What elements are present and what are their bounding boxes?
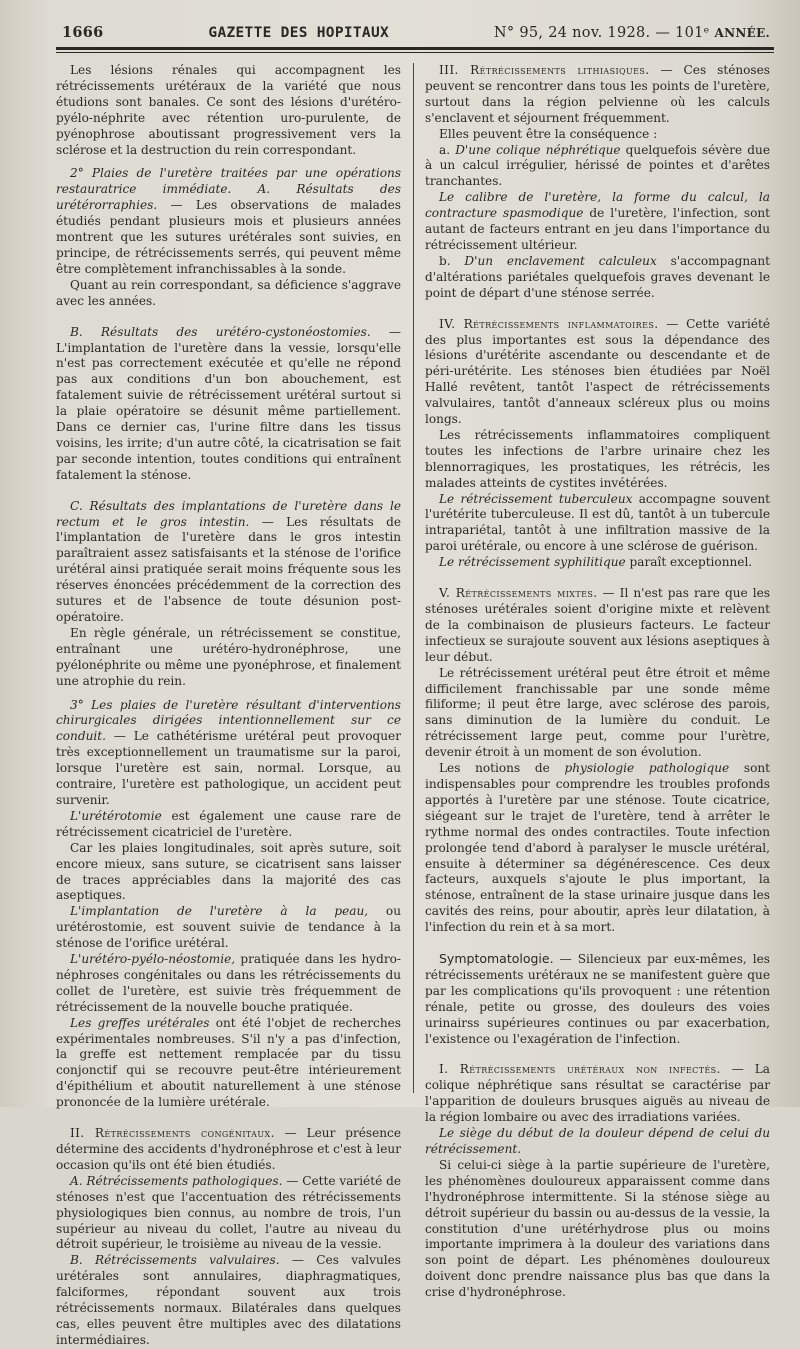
paragraph: L'urétérotomie est également une cause rare de rétrécissement cicatriciel de l'uretère. xyxy=(56,808,401,839)
paragraph: Les rétrécissements inflammatoires compliquent toutes les infections de l'arbre urinaire chez les blennorragiques, les prostatiques, les rétrécis, les malades atteints de cystites invétérées. xyxy=(425,427,770,490)
paragraph: III. Rétrécissements lithiasiques. — Ces sténoses peuvent se rencontrer dans tous les points de l'uretère, surtout dans la région pelvienne où les calculs s'enclavent et séjournent fréquemment. xyxy=(425,63,770,125)
paragraph: En règle générale, un rétrécissement se constitue, entraînant une urétéro-hydronéphrose, une pyélonéphrite ou même une pyonéphrose, et finalement une atrophie du rein. xyxy=(56,625,401,688)
paragraph: Symptomatologie. — Silencieux par eux-mêmes, les rétrécissements urétéraux ne se manifestent guère que par les complications qu'ils provoquent : une rétention rénale, petite ou grosse, des douleurs des voies urinairss supérieures continues ou par exacerbation, l'existence ou l'exagération de l'infection. xyxy=(425,951,770,1046)
paragraph: V. Rétrécissements mixtes. — Il n'est pas rare que les sténoses urétérales soient d'origine mixte et relèvent de la combinaison de plusieurs facteurs. Le facteur infectieux se surajoute souvent aux lésions aseptiques à leur début. xyxy=(425,586,770,664)
paragraph: L'urétéro-pyélo-néostomie, pratiquée dans les hydro-néphroses congénitales ou dans les rétrécissements du collet de l'uretère, est suivie très fréquemment de rétrécissement de la nouvelle bouche pratiquée. xyxy=(56,952,401,1014)
paragraph: Car les plaies longitudinales, soit après suture, soit encore mieux, sans suture, se cicatrisent sans laisser de traces appréciables dans la majorité des cas aseptiques. xyxy=(56,840,401,903)
paragraph: Le rétrécissement urétéral peut être étroit et même difficilement franchissable par une sonde même filiforme; il peut être large, avec sclérose des parois, sans diminution de la lumière du conduit. Le rétrécissement large peut, comme pour l'urètre, devenir étroit à un moment de son évolution. xyxy=(425,665,770,760)
paragraph: Le calibre de l'uretère, la forme du calcul, la contracture spasmodique de l'uretère, l'infection, sont autant de facteurs entrant en jeu dans l'importance du rétrécissement ultérieur. xyxy=(425,190,771,252)
paragraph: Quant au rein correspondant, sa déficience s'aggrave avec les années. xyxy=(56,277,401,308)
paragraph: b. D'un enclavement calculeux s'accompagnant d'altérations pariétales quelquefois graves devenant le point de départ d'une sténose serrée. xyxy=(425,253,770,300)
paragraph: II. Rétrécissements congénitaux. — Leur présence détermine des accidents d'hydronéphrose et c'est à leur occasion qu'ils ont été bien étudiés. xyxy=(56,1126,401,1172)
column-divider xyxy=(413,63,414,1093)
paragraph: Les lésions rénales qui accompagnent les rétrécissements urétéraux de la variété que nous étudions sont banales. Ce sont des lésions d'urétéro-pyélo-néphrite avec rétention uro-purulente, de pyénophrose aboutissant progressivement vers la sclérose et la destruction du rein correspondant. xyxy=(56,63,401,157)
paragraph: L'implantation de l'uretère à la peau, ou urétérostomie, est souvent suivie de tendance à la sténose de l'orifice urétéral. xyxy=(56,904,401,951)
page-header xyxy=(56,24,774,47)
paragraph: Les notions de physiologie pathologique sont indispensables pour comprendre les troubles profonds apportés à l'uretère par une sténose. Toute cicatrice, siégeant sur le trajet de l'uretère, tend à arrêter le rythme normal des ondes contractiles. Toute infection prolongée tend d'abord à paralyser le muscle urétéral, ensuite à déterminer sa dégénérescence. Ces deux facteurs, auxquels s'ajoute le plus important, la sténose, entraînent de la stase urinaire jusque dans les cavités des reins, pour aboutir, après leur dilatation, à l'infection du rein et à sa mort. xyxy=(425,761,770,935)
paragraph: Si celui-ci siège à la partie supérieure de l'uretère, les phénomènes douloureux apparaissent comme dans l'hydronéphrose intermittente. Si la sténose siège au détroit supérieur du bassin ou au-dessus de la vessie, la constitution d'une urétérhydrose plus ou moins importante imprimera à la douleur des variations dans son point de départ. Les phénomènes douloureux doivent donc prendre naissance plus bas que dans la crise d'hydronéphrose. xyxy=(425,1157,770,1300)
paragraph: a. D'une colique néphrétique quelquefois sévère due à un calcul irrégulier, hérissé de pointes et d'arêtes tranchantes. xyxy=(425,142,770,189)
article-columns xyxy=(56,63,774,1349)
paragraph: I. Rétrécissements urétéraux non infectés. — La colique néphrétique sans résultat se caractérise par l'apparition de douleurs brusques aiguës au niveau de la région lombaire ou avec des irradiations variées. xyxy=(425,1062,770,1125)
journal-title: GAZETTE DES HOPITAUX xyxy=(208,25,390,41)
header-rule-thin xyxy=(56,52,774,53)
paragraph: 3° Les plaies de l'uretère résultant d'interventions chirurgicales dirigées intentionnellement sur ce conduit. — Le cathétérisme urétéral peut provoquer très exceptionnellement un traumatisme sur la paroi, lorsque l'uretère est sain, normal. Lorsque, au contraire, l'uretère est pathologique, un accident peut survenir. xyxy=(56,697,401,807)
paragraph: C. Résultats des implantations de l'uretère dans le rectum et le gros intestin. — Les résultats de l'implantation de l'uretère dans le gros intestin paraîtraient assez satisfaisants et la sténose de l'orifice urétéral ainsi pratiquée serait moins fréquente sous les réserves énoncées précédemment de la correction des sutures et de l'absence de toute désunion post-opératoire. xyxy=(56,498,402,624)
paragraph: Elles peuvent être la conséquence : xyxy=(439,126,658,141)
left-column xyxy=(56,63,413,1349)
paragraph: Le siège du début de la douleur dépend de celui du rétrécissement. xyxy=(425,1126,770,1156)
paragraph: Le rétrécissement syphilitique paraît exceptionnel. xyxy=(439,555,753,570)
paragraph: 2° Plaies de l'uretère traitées par une opérations restauratrice immédiate. A. Résultats des urétérorraphies. — Les observations de malades étudiés pendant plusieurs mois et plusieurs années montrent que les sutures urétérales sont suivies, en principe, de rétrécissements serrés, qui peuvent même être complètement infranchissables à la sonde. xyxy=(56,166,401,276)
paragraph: Le rétrécissement tuberculeux accompagne souvent l'urétérite tuberculeuse. Il est dû, tantôt à un tubercule intrapariétal, tantôt à une infiltration massive de la paroi urétérale, ou encore à une sclérose de guérison. xyxy=(425,491,770,554)
paragraph: IV. Rétrécissements inflammatoires. — Cette variété des plus importantes est sous la dépendance des lésions d'urétérite ascendante ou descendante et de péri-urétérite. Les sténoses bien étudiées par Noël Hallé revêtent, tantôt l'aspect de rétrécissements valvulaires, tantôt d'anneaux scléreux plus ou moins longs. xyxy=(425,316,770,427)
page-number: 1666 xyxy=(62,24,104,41)
paragraph: B. Résultats des urétéro-cystonéostomies. — L'implantation de l'uretère dans la vessie, lorsqu'elle n'est pas correctement exécutée et qu'elle ne répond pas aux conditions d'un bon abouchement, est fatalement suivie de rétrécissement urétéral surtout si la plaie opératoire se désunit même partiellement. Dans ce dernier cas, l'urine filtre dans les tissus voisins, les irrite; d'un autre côté, la cicatrisation se fait par seconde intention, toutes conditions qui entraînent fatalement la sténose. xyxy=(56,324,401,482)
paragraph: B. Rétrécissements valvulaires. — Ces valvules urétérales sont annulaires, diaphragmatiques, falciformes, répondant souvent aux trois rétrécissements normaux. Bilatérales dans quelques cas, elles peuvent être multiples avec des dilatations intermédiaires. xyxy=(56,1253,401,1347)
paragraph: A. Rétrécissements pathologiques. — Cette variété de sténoses n'est que l'accentuation des rétrécissements physiologiques bien connus, au nombre de trois, l'un supérieur au niveau du collet, l'autre au niveau du détroit supérieur, le troisième au niveau de la vessie. xyxy=(56,1173,401,1252)
issue-info: N° 95, 24 nov. 1928. — 101ᵉ ANNÉE. xyxy=(493,25,770,41)
right-column xyxy=(413,63,770,1349)
header-rule xyxy=(56,47,774,50)
paragraph: Les greffes urétérales ont été l'objet de recherches expérimentales nombreuses. S'il n'y a pas d'infection, la greffe est nettement remplacée par du tissu conjonctif qui se recouvre peut-être intérieurement d'épithélium et aboutit naturellement à une sténose prononcée de la lumière urétérale. xyxy=(56,1015,401,1110)
